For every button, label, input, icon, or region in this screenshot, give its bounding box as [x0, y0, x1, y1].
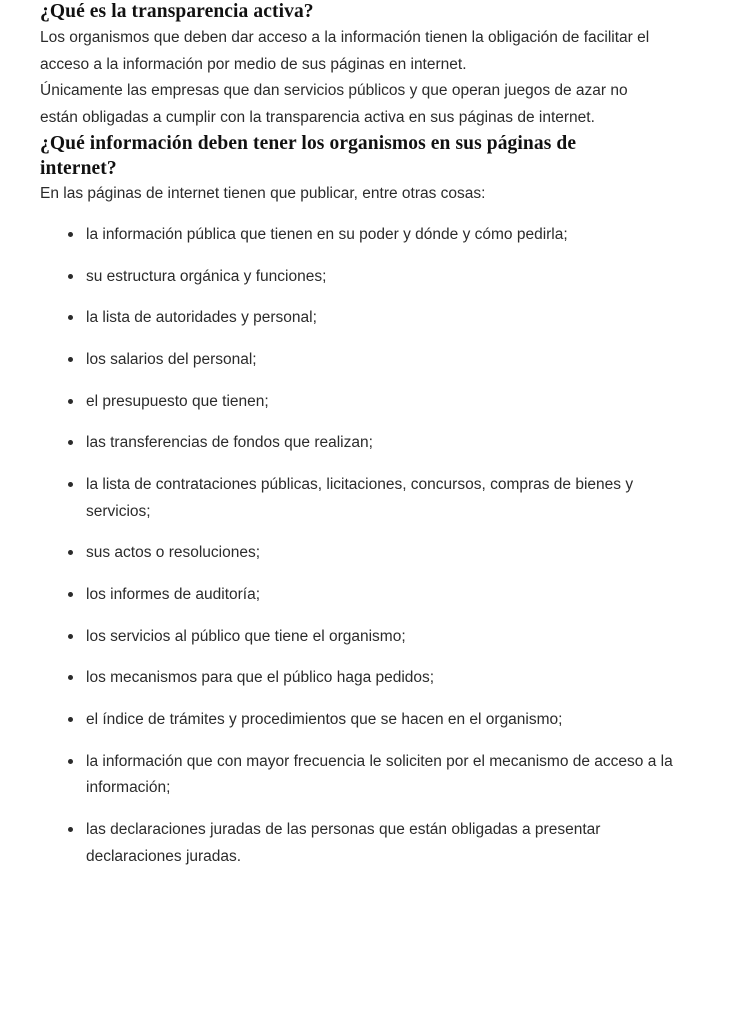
list-item: las declaraciones juradas de las personas que están obligadas a presentar declaraciones juradas.: [64, 817, 690, 870]
section-heading-transparencia-activa: ¿Qué es la transparencia activa?: [40, 1, 314, 22]
list-item: su estructura orgánica y funciones;: [64, 264, 690, 291]
list-item: los servicios al público que tiene el organismo;: [64, 624, 690, 651]
list-item: la información que con mayor frecuencia le soliciten por el mecanismo de acceso a la información;: [64, 749, 690, 802]
list-item: la lista de autoridades y personal;: [64, 305, 690, 332]
list-item: los salarios del personal;: [64, 347, 690, 374]
list-item: el presupuesto que tienen;: [64, 389, 690, 416]
informacion-obligatoria-list: [40, 222, 690, 870]
paragraph-obligacion-publicar: Los organismos que deben dar acceso a la información tienen la obligación de facilitar el acceso a la información por medio de sus páginas en internet.: [40, 28, 650, 73]
list-item: los mecanismos para que el público haga pedidos;: [64, 665, 690, 692]
section-heading-informacion-paginas: ¿Qué información deben tener los organismos en sus páginas de internet?: [40, 132, 577, 179]
list-item: el índice de trámites y procedimientos que se hacen en el organismo;: [64, 707, 690, 734]
paragraph-excepciones: Únicamente las empresas que dan servicios públicos y que operan juegos de azar no están obligadas a cumplir con la transparencia activa en sus páginas de internet.: [40, 82, 628, 126]
paragraph-intro-lista: En las páginas de internet tienen que publicar, entre otras cosas:: [40, 185, 486, 203]
list-item: los informes de auditoría;: [64, 582, 690, 609]
list-item: las transferencias de fondos que realizan;: [64, 430, 690, 457]
list-item: sus actos o resoluciones;: [64, 540, 690, 567]
list-item: la información pública que tienen en su poder y dónde y cómo pedirla;: [64, 222, 690, 249]
list-item: la lista de contrataciones públicas, licitaciones, concursos, compras de bienes y servicios;: [64, 472, 690, 525]
